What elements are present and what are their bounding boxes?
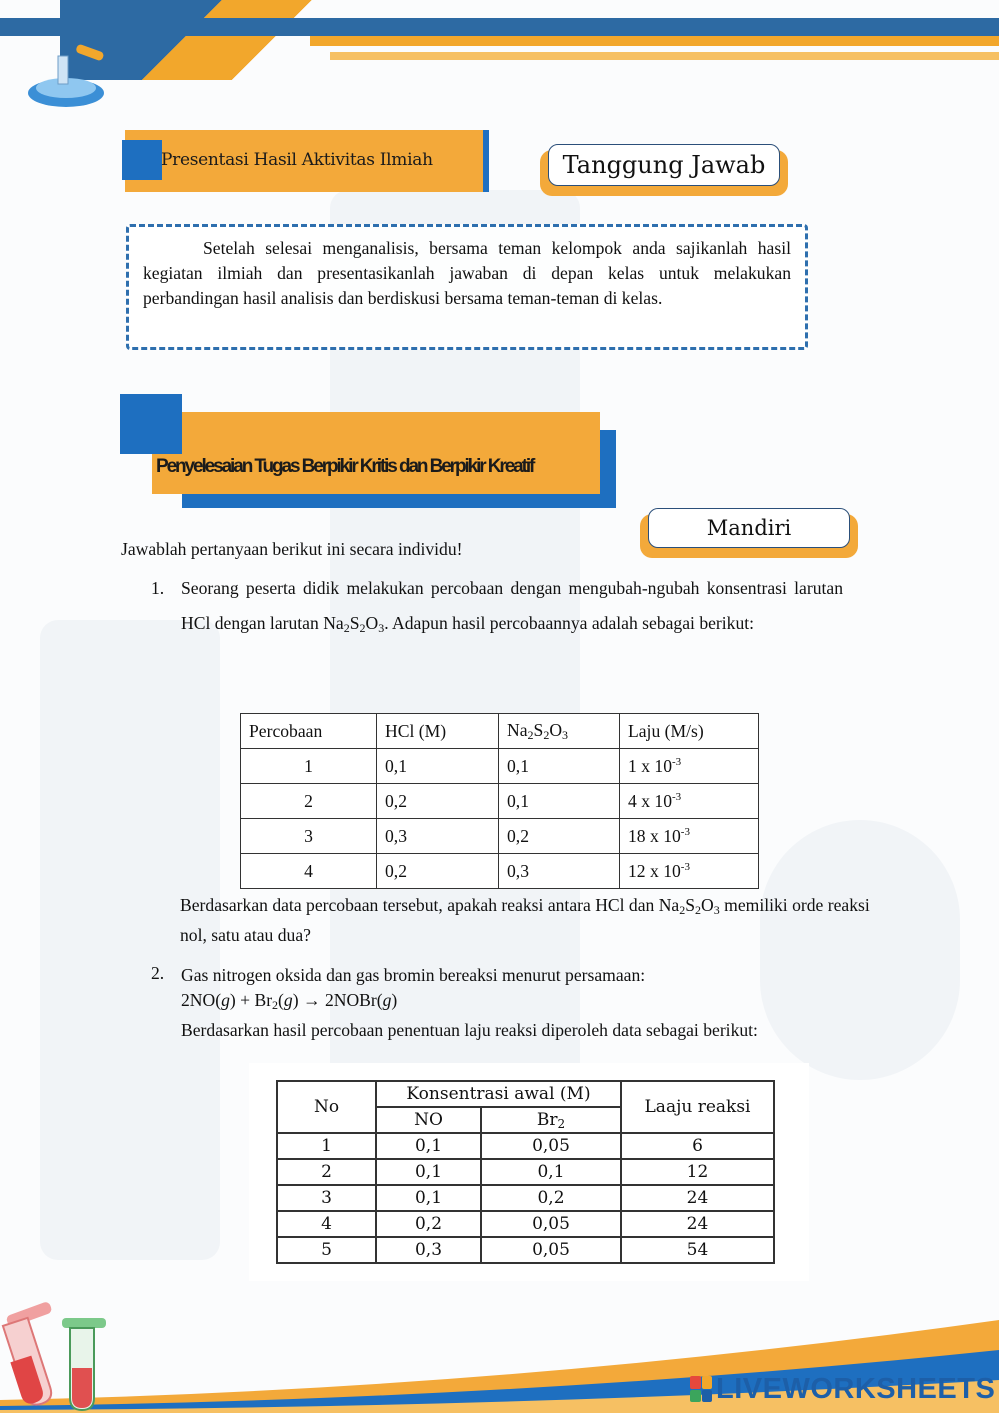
table-row [241, 749, 759, 784]
activity-heading-tag [125, 130, 485, 192]
question-2-text [181, 963, 871, 1043]
instruction-text: Setelah selesai menganalisis, bersama teman kelompok anda sajikanlah hasil kegiatan ilmiah dan presentasikanlah jawaban di depan kelas untuk melakukan perbandingan hasil analisis dan berdiskusi bersama teman-teman di kelas. [143, 238, 791, 308]
rate-exponent: -3 [680, 825, 690, 838]
question-1-text-b: . Adapun hasil percobaannya adalah sebagai berikut: [384, 613, 755, 633]
cell-laju [620, 749, 759, 784]
section-heading-tag [152, 412, 600, 494]
table-row [241, 819, 759, 854]
question-1-table [240, 713, 759, 889]
cell-na2s2o3: 0,2 [499, 819, 620, 854]
section-tag-accent-block [120, 394, 182, 454]
header-hcl: HCl (M) [377, 714, 499, 749]
liveworksheets-logo[interactable] [690, 1372, 995, 1406]
activity-heading-text: Presentasi Hasil Aktivitas Ilmiah [161, 150, 433, 170]
value-badge-label: Tanggung Jawab [548, 144, 780, 186]
mode-badge-label: Mandiri [648, 508, 850, 548]
cell-no: 3 [277, 1185, 376, 1211]
cell-hcl: 0,2 [377, 854, 499, 889]
test-tubes-icon [0, 1298, 110, 1413]
table-row [241, 854, 759, 889]
cell-no-conc: 0,3 [376, 1237, 481, 1263]
cell-no-conc: 0,1 [376, 1159, 481, 1185]
cell-hcl: 0,2 [377, 784, 499, 819]
cell-no: 5 [277, 1237, 376, 1263]
table-header-row [277, 1081, 774, 1107]
cell-no-conc: 0,1 [376, 1133, 481, 1159]
cell-br2: 0,05 [481, 1237, 621, 1263]
header-konsentrasi: Konsentrasi awal (M) [376, 1081, 621, 1107]
cell-percobaan: 4 [241, 854, 377, 889]
follow-up-text-a: Berdasarkan data percobaan tersebut, apakah reaksi antara HCl dan [180, 895, 659, 915]
table-row [277, 1133, 774, 1159]
cell-hcl: 0,3 [377, 819, 499, 854]
rate-base: 18 x 10 [628, 825, 681, 846]
section-instruction: Jawablah pertanyaan berikut ini secara individu! [121, 539, 463, 559]
question-1-text-a: Seorang peserta didik melakukan percobaan dengan mengubah-ngubah konsentrasi larutan HCl dengan larutan [181, 578, 843, 633]
tag-accent-block [122, 140, 162, 180]
header-br2: $Br_2$ [481, 1107, 621, 1133]
cell-rate: 12 [621, 1159, 774, 1185]
rate-base: 1 x 10 [628, 755, 672, 776]
section-heading-text: Penyelesaian Tugas Berpikir Kritis dan Berpikir Kreatif [156, 456, 534, 477]
rate-base: 12 x 10 [628, 860, 681, 881]
cell-no: 1 [277, 1133, 376, 1159]
cell-hcl: 0,1 [377, 749, 499, 784]
header-stripe-blue [0, 18, 999, 36]
logo-text: LIVEWORKSHEETS [716, 1372, 996, 1405]
cell-rate: 24 [621, 1211, 774, 1237]
table-row [277, 1211, 774, 1237]
header-stripe-light-orange [330, 52, 999, 60]
cell-na2s2o3: 0,1 [499, 784, 620, 819]
table-row [277, 1237, 774, 1263]
question-2-line-3: Berdasarkan hasil percobaan penentuan laju reaksi diperoleh data sebagai berikut: [181, 1020, 758, 1040]
header-percobaan: Percobaan [241, 714, 377, 749]
question-2-table [276, 1080, 775, 1264]
header-no-conc: NO [376, 1107, 481, 1133]
cell-br2: 0,2 [481, 1185, 621, 1211]
cell-no-conc: 0,2 [376, 1211, 481, 1237]
cell-na2s2o3: 0,1 [499, 749, 620, 784]
follow-up-text-b: memiliki orde reaksi nol, satu atau dua? [180, 895, 870, 945]
cell-percobaan: 1 [241, 749, 377, 784]
reaction-equation: $2NO(g) + Br_2(g)$ → 2NOBr(g) [181, 990, 398, 1012]
cell-br2: 0,05 [481, 1133, 621, 1159]
header-no: No [277, 1081, 376, 1133]
header-stripe-orange [310, 36, 999, 46]
cell-rate: 6 [621, 1133, 774, 1159]
question-2-line-1: Gas nitrogen oksida dan gas bromin bereaksi menurut persamaan: [181, 965, 646, 985]
mode-badge [640, 514, 858, 558]
question-1-follow-up: Berdasarkan data percobaan tersebut, apakah reaksi antara HCl dan $Na_2S_2O_3$ memiliki orde reaksi nol, satu atau dua? [180, 895, 870, 945]
header-laju: Laaju reaksi [621, 1081, 774, 1133]
cell-laju [620, 819, 759, 854]
cell-br2: 0,1 [481, 1159, 621, 1185]
cell-no: 2 [277, 1159, 376, 1185]
flask-icon [26, 38, 106, 108]
cell-percobaan: 2 [241, 784, 377, 819]
header-na2s2o3: $Na_2S_2O_3$ [499, 714, 620, 749]
table-row [277, 1185, 774, 1211]
rate-exponent: -3 [671, 790, 682, 803]
header-br-text: Br [536, 1109, 558, 1130]
question-1-number: 1. [151, 578, 165, 598]
cell-rate: 54 [621, 1237, 774, 1263]
rate-exponent: -3 [671, 755, 682, 768]
rate-exponent: -3 [680, 860, 690, 873]
value-badge [540, 150, 788, 196]
cell-no: 4 [277, 1211, 376, 1237]
cell-laju [620, 854, 759, 889]
cell-na2s2o3: 0,3 [499, 854, 620, 889]
question-2-number: 2. [151, 963, 165, 983]
table-row [241, 784, 759, 819]
table-row [277, 1159, 774, 1185]
cell-rate: 24 [621, 1185, 774, 1211]
table-header-row [241, 714, 759, 749]
cell-percobaan: 3 [241, 819, 377, 854]
rate-base: 4 x 10 [628, 790, 672, 811]
tag-edge-accent [483, 130, 489, 192]
cell-no-conc: 0,1 [376, 1185, 481, 1211]
logo-mark-icon [690, 1376, 712, 1402]
header-laju: Laju (M/s) [620, 714, 759, 749]
instruction-box [126, 224, 808, 350]
question-1-text: Seorang peserta didik melakukan percobaan dengan mengubah-ngubah konsentrasi larutan HCl dengan larutan $Na_2S_2O_3$. Adapun hasil percobaannya adalah sebagai berikut: [181, 578, 843, 635]
cell-laju [620, 784, 759, 819]
cell-br2: 0,05 [481, 1211, 621, 1237]
